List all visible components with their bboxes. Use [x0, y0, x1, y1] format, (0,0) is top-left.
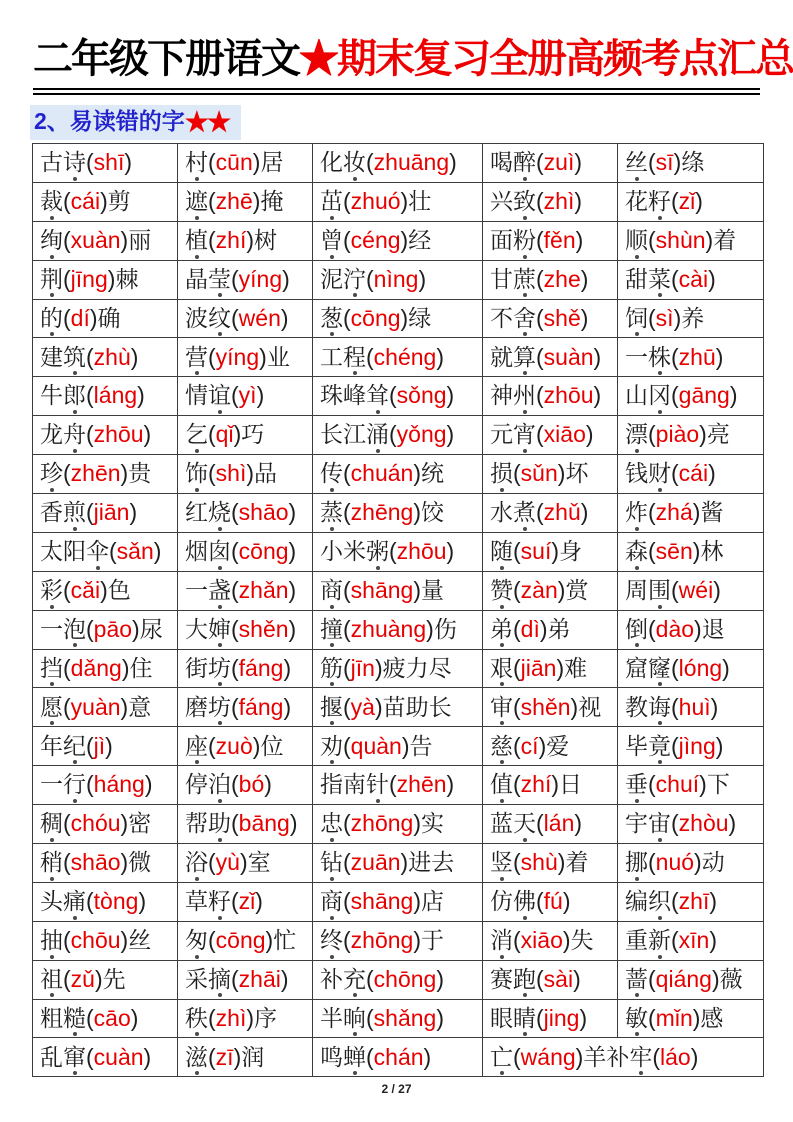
- table-cell: 钱财(cái): [618, 455, 764, 494]
- table-cell: 营(yíng)业: [178, 338, 313, 377]
- table-cell: 植(zhí)树: [178, 221, 313, 260]
- table-row: [33, 221, 764, 260]
- table-cell: 顺(shùn)着: [618, 221, 764, 260]
- table-cell: 乱窜(cuàn): [33, 1038, 178, 1077]
- table-row: [33, 766, 764, 805]
- table-cell: 的(dí)确: [33, 299, 178, 338]
- table-row: [33, 882, 764, 921]
- table-cell: 小米粥(zhōu): [313, 532, 483, 571]
- table-cell: 忠(zhōng)实: [313, 805, 483, 844]
- table-cell: 终(zhōng)于: [313, 921, 483, 960]
- table-row: [33, 494, 764, 533]
- table-cell: 抽(chōu)丝: [33, 921, 178, 960]
- table-cell: 磨坊(fáng): [178, 688, 313, 727]
- table-row: [33, 571, 764, 610]
- table-cell: 传(chuán)统: [313, 455, 483, 494]
- table-cell: 牛郎(láng): [33, 377, 178, 416]
- table-cell: 村(cūn)居: [178, 144, 313, 183]
- title-black-text: 二年级下册语文: [33, 37, 299, 81]
- table-cell: 工程(chéng): [313, 338, 483, 377]
- table-cell: 遮(zhē)掩: [178, 182, 313, 221]
- table-row: [33, 805, 764, 844]
- table-row: [33, 532, 764, 571]
- table-cell: 不舍(shě): [483, 299, 618, 338]
- table-cell: 漂(piào)亮: [618, 416, 764, 455]
- table-cell: 商(shāng)店: [313, 882, 483, 921]
- table-row: [33, 688, 764, 727]
- table-row: [33, 377, 764, 416]
- table-cell: 一盏(zhǎn): [178, 571, 313, 610]
- table-cell: 教诲(huì): [618, 688, 764, 727]
- table-cell: 随(suí)身: [483, 532, 618, 571]
- table-cell: 损(sǔn)坏: [483, 455, 618, 494]
- table-cell: 山冈(gāng): [618, 377, 764, 416]
- table-cell: 绚(xuàn)丽: [33, 221, 178, 260]
- table-cell: 蔷(qiáng)薇: [618, 960, 764, 999]
- table-cell: 情谊(yì): [178, 377, 313, 416]
- table-cell: 神州(zhōu): [483, 377, 618, 416]
- table-cell: 撞(zhuàng)伤: [313, 610, 483, 649]
- table-cell: 彩(cǎi)色: [33, 571, 178, 610]
- table-cell: 兴致(zhì): [483, 182, 618, 221]
- table-cell: 竖(shù)着: [483, 844, 618, 883]
- table-cell: 艰(jiān)难: [483, 649, 618, 688]
- page-title: [33, 36, 793, 95]
- table-row: [33, 960, 764, 999]
- table-cell: 花籽(zǐ): [618, 182, 764, 221]
- table-cell: 补充(chōng): [313, 960, 483, 999]
- table-cell: 停泊(bó): [178, 766, 313, 805]
- table-row: [33, 144, 764, 183]
- table-row: [33, 610, 764, 649]
- table-row: [33, 338, 764, 377]
- table-cell: 座(zuò)位: [178, 727, 313, 766]
- table-row: [33, 455, 764, 494]
- table-cell: 草籽(zǐ): [178, 882, 313, 921]
- table-cell: 水煮(zhǔ): [483, 494, 618, 533]
- table-cell: 晶莹(yíng): [178, 260, 313, 299]
- table-cell: 劝(quàn)告: [313, 727, 483, 766]
- table-row: [33, 921, 764, 960]
- table-cell: 大婶(shěn): [178, 610, 313, 649]
- star-icons: ★★: [184, 107, 230, 137]
- table-row: [33, 727, 764, 766]
- table-cell: 蓝天(lán): [483, 805, 618, 844]
- section-heading: [30, 105, 241, 140]
- table-cell: 帮助(bāng): [178, 805, 313, 844]
- table-cell: 弟(dì)弟: [483, 610, 618, 649]
- table-cell: 太阳伞(sǎn): [33, 532, 178, 571]
- table-cell: 葱(cōng)绿: [313, 299, 483, 338]
- table-cell: 稍(shāo)微: [33, 844, 178, 883]
- table-cell: 裁(cái)剪: [33, 182, 178, 221]
- table-cell: 香煎(jiān): [33, 494, 178, 533]
- table-cell: 敏(mǐn)感: [618, 999, 764, 1038]
- table-cell: 值(zhí)日: [483, 766, 618, 805]
- table-cell: 筋(jīn)疲力尽: [313, 649, 483, 688]
- table-cell: 消(xiāo)失: [483, 921, 618, 960]
- table-cell: 窟窿(lóng): [618, 649, 764, 688]
- table-cell: 挪(nuó)动: [618, 844, 764, 883]
- table-cell: 红烧(shāo): [178, 494, 313, 533]
- table-cell: 面粉(fěn): [483, 221, 618, 260]
- page-number: 2 / 27: [381, 1082, 412, 1096]
- table-cell: 蒸(zhēng)饺: [313, 494, 483, 533]
- table-row: [33, 260, 764, 299]
- table-cell: 眼睛(jing): [483, 999, 618, 1038]
- table-cell: 半晌(shǎng): [313, 999, 483, 1038]
- table-cell: 乞(qǐ)巧: [178, 416, 313, 455]
- table-cell: 亡(wáng)羊补牢(láo): [483, 1038, 764, 1077]
- table-cell: 商(shāng)量: [313, 571, 483, 610]
- table-cell: 喝醉(zuì): [483, 144, 618, 183]
- table-cell: 饲(sì)养: [618, 299, 764, 338]
- table-cell: 元宵(xiāo): [483, 416, 618, 455]
- table-cell: 滋(zī)润: [178, 1038, 313, 1077]
- table-cell: 采摘(zhāi): [178, 960, 313, 999]
- table-body: [33, 144, 764, 1077]
- table-cell: 稠(chóu)密: [33, 805, 178, 844]
- table-cell: 仿佛(fú): [483, 882, 618, 921]
- table-cell: 丝(sī)绦: [618, 144, 764, 183]
- table-cell: 重新(xīn): [618, 921, 764, 960]
- misread-characters-table: [32, 143, 764, 1077]
- table-cell: 年纪(jì): [33, 727, 178, 766]
- table-cell: 荆(jīng)棘: [33, 260, 178, 299]
- table-cell: 倒(dào)退: [618, 610, 764, 649]
- table-cell: 甜菜(cài): [618, 260, 764, 299]
- table-cell: 泥泞(nìng): [313, 260, 483, 299]
- table-cell: 就算(suàn): [483, 338, 618, 377]
- table-cell: 鸣蝉(chán): [313, 1038, 483, 1077]
- table-cell: 钻(zuān)进去: [313, 844, 483, 883]
- table-cell: 赛跑(sài): [483, 960, 618, 999]
- table-cell: 炸(zhá)酱: [618, 494, 764, 533]
- table-row: [33, 649, 764, 688]
- table-cell: 粗糙(cāo): [33, 999, 178, 1038]
- table-cell: 愿(yuàn)意: [33, 688, 178, 727]
- table-cell: 慈(cí)爱: [483, 727, 618, 766]
- table-cell: 指南针(zhēn): [313, 766, 483, 805]
- table-cell: 赞(zàn)赏: [483, 571, 618, 610]
- table-row: [33, 416, 764, 455]
- table-cell: 建筑(zhù): [33, 338, 178, 377]
- table-cell: 茁(zhuó)壮: [313, 182, 483, 221]
- table-cell: 烟囱(cōng): [178, 532, 313, 571]
- table-cell: 宇宙(zhòu): [618, 805, 764, 844]
- table-cell: 化妆(zhuāng): [313, 144, 483, 183]
- table-cell: 揠(yà)苗助长: [313, 688, 483, 727]
- table-cell: 头痛(tòng): [33, 882, 178, 921]
- table-cell: 祖(zǔ)先: [33, 960, 178, 999]
- table-row: [33, 182, 764, 221]
- table-cell: 垂(chuí)下: [618, 766, 764, 805]
- table-cell: 一泡(pāo)尿: [33, 610, 178, 649]
- table-cell: 长江涌(yǒng): [313, 416, 483, 455]
- table-cell: 秩(zhì)序: [178, 999, 313, 1038]
- table-row: [33, 1038, 764, 1077]
- table-cell: 浴(yù)室: [178, 844, 313, 883]
- table-row: [33, 844, 764, 883]
- table-cell: 挡(dǎng)住: [33, 649, 178, 688]
- table-cell: 匆(cōng)忙: [178, 921, 313, 960]
- table-cell: 曾(céng)经: [313, 221, 483, 260]
- table-cell: 一行(háng): [33, 766, 178, 805]
- table-cell: 一株(zhū): [618, 338, 764, 377]
- table-cell: 波纹(wén): [178, 299, 313, 338]
- table-row: [33, 999, 764, 1038]
- table-cell: 古诗(shī): [33, 144, 178, 183]
- table-cell: 甘蔗(zhe): [483, 260, 618, 299]
- table-row: [33, 299, 764, 338]
- table-cell: 龙舟(zhōu): [33, 416, 178, 455]
- table-cell: 毕竟(jìng): [618, 727, 764, 766]
- title-red-text: ★期末复习全册高频考点汇总: [299, 37, 793, 81]
- table-cell: 珍(zhēn)贵: [33, 455, 178, 494]
- table-cell: 饰(shì)品: [178, 455, 313, 494]
- table-cell: 珠峰耸(sǒng): [313, 377, 483, 416]
- table-cell: 森(sēn)林: [618, 532, 764, 571]
- table-cell: 周围(wéi): [618, 571, 764, 610]
- table-cell: 编织(zhī): [618, 882, 764, 921]
- section-label: 2、易读错的字: [34, 108, 185, 134]
- table-cell: 街坊(fáng): [178, 649, 313, 688]
- table-cell: 审(shěn)视: [483, 688, 618, 727]
